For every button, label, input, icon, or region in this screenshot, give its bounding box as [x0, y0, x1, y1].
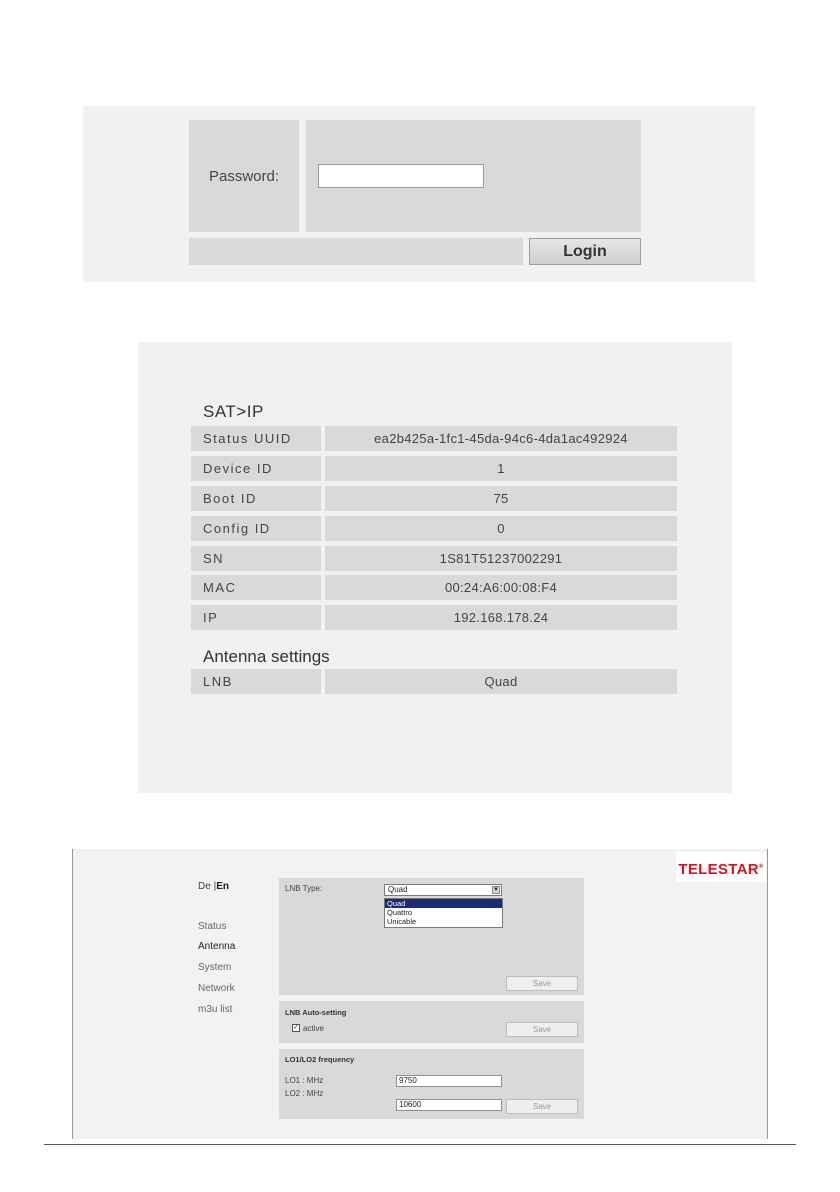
lo2-label: LO2 : MHz: [285, 1089, 324, 1098]
antenna-settings-title: Antenna settings: [203, 647, 330, 666]
lang-en-link[interactable]: En: [216, 881, 229, 892]
nav-item-status[interactable]: Status: [198, 921, 227, 932]
login-button[interactable]: Login: [529, 238, 641, 265]
active-checkbox[interactable]: ✓: [293, 1024, 299, 1031]
login-status-bar: [189, 238, 523, 265]
lnb-type-save-button[interactable]: Save: [506, 976, 578, 991]
nav-item-antenna[interactable]: Antenna: [198, 941, 236, 952]
active-label: active: [303, 1024, 324, 1033]
language-switcher: [198, 881, 229, 892]
boot-id-label: Boot ID: [191, 486, 321, 511]
lnb-type-label: LNB Type:: [285, 884, 323, 893]
lnb-option-quattro[interactable]: Quattro: [387, 908, 413, 917]
password-label: Password:: [189, 120, 299, 232]
chevron-down-icon[interactable]: ▼: [493, 887, 499, 893]
boot-id-value: 75: [325, 486, 677, 511]
lnb-label: LNB: [191, 669, 321, 694]
config-id-value: 0: [325, 516, 677, 541]
lo1-input[interactable]: 9750: [396, 1075, 502, 1087]
lnb-value: Quad: [325, 669, 677, 694]
bottom-divider: [44, 1144, 796, 1145]
lnb-option-quad[interactable]: Quad: [385, 899, 502, 908]
device-id-value: 1: [325, 456, 677, 481]
satip-section-title: SAT>IP: [203, 402, 264, 421]
config-id-label: Config ID: [191, 516, 321, 541]
lo1-label: LO1 : MHz: [285, 1076, 324, 1085]
lnb-type-select[interactable]: [384, 884, 502, 896]
status-uuid-label: Status UUID: [191, 426, 321, 451]
device-id-label: Device ID: [191, 456, 321, 481]
lo2-input[interactable]: 10600: [396, 1099, 502, 1111]
lo-frequency-save-button[interactable]: Save: [506, 1099, 578, 1114]
lang-separator: |: [213, 881, 217, 892]
ip-value: 192.168.178.24: [325, 605, 677, 630]
lnb-type-dropdown: [384, 898, 503, 928]
lnb-type-selected: Quad: [388, 885, 408, 894]
lang-de-link[interactable]: De: [198, 881, 211, 892]
auto-setting-save-button[interactable]: Save: [506, 1022, 578, 1037]
mac-label: MAC: [191, 575, 321, 600]
nav-item-m3u-list[interactable]: m3u list: [198, 1004, 233, 1015]
lnb-auto-setting-title: LNB Auto-setting: [285, 1008, 347, 1017]
telestar-logo: TELESTAR®: [676, 852, 766, 882]
sn-label: SN: [191, 546, 321, 571]
status-uuid-value: ea2b425a-1fc1-45da-94c6-4da1ac492924: [325, 426, 677, 451]
nav-item-network[interactable]: Network: [198, 983, 235, 994]
nav-item-system[interactable]: System: [198, 962, 232, 973]
lnb-option-unicable[interactable]: Unicable: [387, 917, 417, 926]
ip-label: IP: [191, 605, 321, 630]
lo-frequency-title: LO1/LO2 frequency: [285, 1055, 355, 1064]
mac-value: 00:24:A6:00:08:F4: [325, 575, 677, 600]
sn-value: 1S81T51237002291: [325, 546, 677, 571]
password-input[interactable]: [318, 164, 484, 188]
